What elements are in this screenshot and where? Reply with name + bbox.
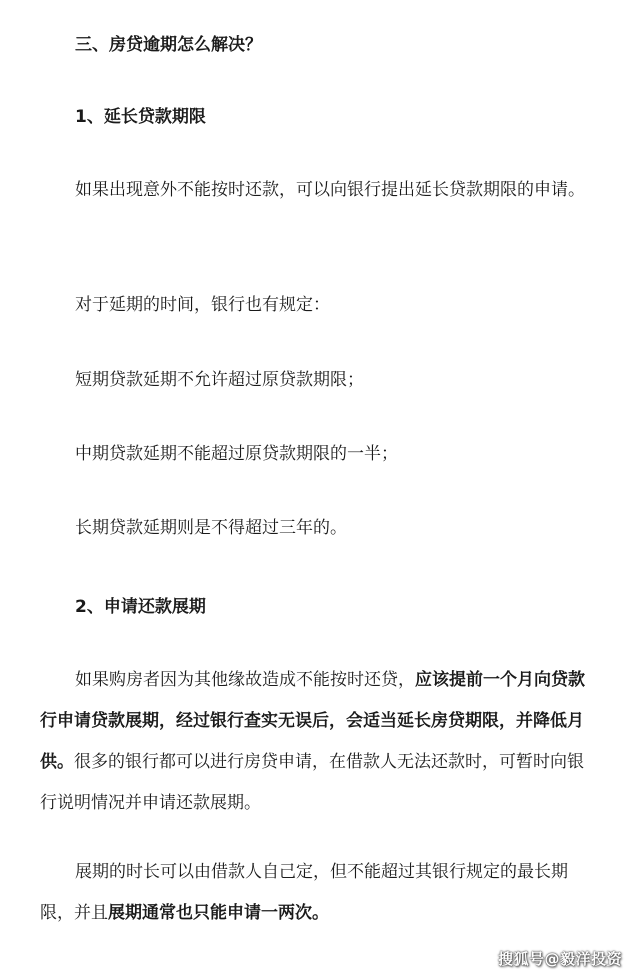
- paragraph-extension-duration-intro: 展期的时长可以由借款人自己定，但不能超过其银行规定的最长期限，并且: [40, 862, 568, 923]
- paragraph-extension-rules-intro: 对于延期的时间，银行也有规定：: [75, 295, 330, 315]
- paragraph-extend-request: 如果出现意外不能按时还款，可以向银行提出延长贷款期限的申请。: [75, 180, 585, 200]
- paragraph-extension-duration: [40, 852, 600, 934]
- section-heading: 三、房贷逾期怎么解决？: [75, 35, 262, 55]
- source-watermark: 搜狐号@毅洋投资: [497, 950, 622, 968]
- paragraph-extension-application: [40, 660, 600, 824]
- paragraph-extension-duration-emphasis: 展期通常也只能申请一两次。: [108, 903, 329, 923]
- paragraph-extension-application-emphasis: 应该提前一个月向贷款行申请贷款展期，经过银行查实无误后，会适当延长房贷期限，并降低月供。: [40, 670, 585, 772]
- rule-long-term: 长期贷款延期则是不得超过三年的。: [75, 518, 347, 538]
- rule-mid-term: 中期贷款延期不能超过原贷款期限的一半；: [75, 444, 398, 464]
- paragraph-extension-application-detail: 很多的银行都可以进行房贷申请，在借款人无法还款时，可暂时向银行说明情况并申请还款展期。: [40, 752, 584, 813]
- rule-short-term: 短期贷款延期不允许超过原贷款期限；: [75, 370, 364, 390]
- paragraph-extension-application-intro: 如果购房者因为其他缘故造成不能按时还贷，: [75, 670, 415, 690]
- subheading-extend-term: 1、延长贷款期限: [75, 107, 206, 127]
- subheading-repayment-extension: 2、申请还款展期: [75, 597, 206, 617]
